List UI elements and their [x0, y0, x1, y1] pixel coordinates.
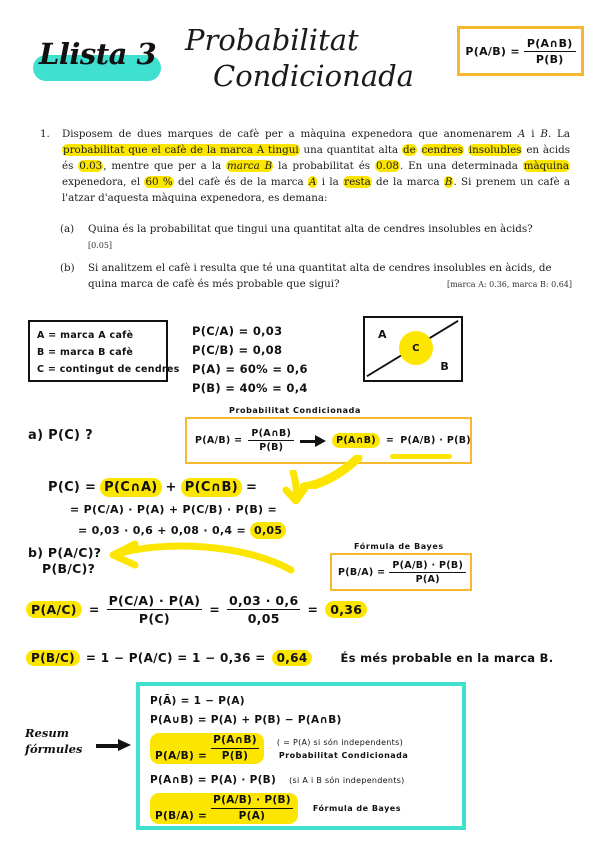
arrow-right-icon — [300, 435, 326, 447]
stmt-highlight-003: 0.03 — [79, 160, 103, 173]
subitem-a-answer: [0.05] — [88, 240, 113, 250]
pac-fraction-1 — [107, 593, 203, 626]
yellow-underline-mark — [390, 454, 452, 459]
pc-eq: = — [245, 480, 258, 495]
pc-line-2: = P(C/A) · P(A) + P(C/B) · P(B) = — [70, 503, 277, 516]
yellow-down-arrow-icon — [280, 470, 316, 504]
cond-denominator: P(B) — [259, 442, 284, 453]
pac-fraction-2 — [227, 593, 300, 626]
subitem-b-text: Si analitzem el cafè i resulta que té una quantitat alta de cendres insolubles en àcids, de quina marca de cafè és més probable que sigui? — [88, 262, 552, 290]
llista-badge — [33, 33, 161, 83]
formula-denominator: P(B) — [535, 52, 564, 66]
cond-result-left: P(A∩B) — [332, 433, 380, 448]
stmt-highlight-marca-b: marca B — [227, 160, 273, 173]
summary-row-union — [150, 714, 452, 727]
stmt-part10: expenedora, el — [62, 176, 145, 189]
summary-independence-note: (si A i B són independents) — [289, 776, 405, 785]
summary-bayes-numerator: P(A/B) · P(B) — [211, 794, 293, 809]
summary-bayes-lhs: P(B/A) = — [155, 810, 208, 822]
section-a-label: a) P(C) ? — [28, 428, 93, 443]
bayes-formula-box-title: Fórmula de Bayes — [354, 542, 444, 551]
summary-bayes-expr — [150, 793, 298, 824]
cond-fraction — [248, 428, 294, 453]
summary-side-label-line2: fórmules — [25, 742, 83, 756]
summary-independence-formula: P(A∩B) = P(A) · P(B) — [150, 774, 277, 786]
pac-fraction-2-numerator: 0,03 · 0,6 — [229, 593, 299, 608]
pbc-lhs: P(B/C) — [26, 650, 80, 666]
pac-eq-3: = — [307, 602, 319, 617]
bayes-lhs: P(B/A) = — [338, 567, 386, 578]
page-title — [185, 22, 485, 94]
stmt-highlight-a2: A — [309, 176, 317, 189]
summary-complement-formula: P(Ā) = 1 − P(A) — [150, 695, 245, 707]
subitem-b-answer: [marca A: 0.36, marca B: 0.64] — [446, 279, 572, 289]
stmt-conj: i — [525, 128, 541, 140]
given-probabilities — [192, 322, 342, 398]
summary-row-complement — [150, 695, 452, 708]
stmt-highlight-b2: B — [444, 176, 453, 189]
pac-lhs: P(A/C) — [26, 601, 82, 618]
venn-label-b: B — [440, 360, 449, 373]
exercise-subitems — [60, 222, 572, 300]
subitem-a — [60, 222, 572, 253]
summary-conditional-fraction — [211, 734, 259, 763]
stmt-highlight-1: probabilitat que el cafè de la marca A tingui — [63, 144, 299, 157]
pbc-conclusion-note: És més probable en la marca B. — [340, 651, 554, 665]
subitem-a-text: Quina és la probabilitat que tingui una quantitat alta de cendres insolubles en àcids? — [88, 223, 533, 235]
summary-conditional-expr — [150, 733, 264, 764]
definition-b: B = marca B cafè — [37, 347, 134, 358]
prob-c-given-b: P(C/B) = 0,08 — [192, 343, 283, 357]
pc-result: 0,05 — [250, 522, 286, 539]
prob-c-given-a: P(C/A) = 0,03 — [192, 324, 283, 338]
pc-lhs: P(C) = — [48, 480, 97, 495]
pc-term-1: P(C∩A) — [100, 478, 161, 497]
definition-a: A = marca A cafè — [37, 330, 134, 341]
bayes-formula-content — [338, 560, 466, 585]
pac-eq-2: = — [209, 602, 220, 617]
stmt-part2: . La — [547, 128, 570, 140]
subitem-b — [60, 261, 572, 292]
summary-conditional-denominator: P(B) — [221, 750, 249, 762]
stmt-part13: de la marca — [371, 176, 444, 189]
exercise-number: 1. — [40, 128, 50, 140]
conditional-probability-box-content — [195, 428, 471, 453]
prob-b: P(B) = 40% = 0,4 — [192, 381, 308, 395]
pc-derivation — [48, 478, 448, 539]
page-title-line2: Condicionada — [213, 59, 414, 93]
partition-diagram — [363, 316, 463, 382]
stmt-highlight-resta: resta — [344, 176, 371, 189]
exercise-statement — [34, 126, 570, 206]
pc-term-2: P(C∩B) — [181, 478, 242, 497]
definitions-box — [28, 320, 180, 382]
pc-plus: + — [165, 480, 177, 495]
pc-line-3 — [78, 522, 448, 539]
stmt-highlight-insolubles: insolubles — [468, 144, 522, 157]
pc-line-3-lhs: = 0,03 · 0,6 + 0,08 · 0,4 = — [78, 524, 246, 537]
subitem-a-body — [88, 222, 572, 253]
summary-conditional-numerator: P(A∩B) — [211, 734, 259, 749]
summary-conditional-caption: Probabilitat Condicionada — [278, 750, 409, 760]
conditional-probability-formula — [465, 37, 575, 66]
summary-row-bayes — [150, 793, 452, 824]
header-formula-box — [457, 26, 584, 76]
cond-numerator: P(A∩B) — [248, 428, 294, 441]
summary-formulas-box — [136, 682, 466, 830]
venn-circle-c: C — [399, 331, 433, 365]
summary-row-independence — [150, 774, 452, 787]
definition-c: C = contingut de cendres — [37, 364, 180, 375]
conditional-probability-box-title: Probabilitat Condicionada — [229, 406, 361, 415]
bayes-denominator: P(A) — [415, 574, 440, 585]
exercise-statement-body — [62, 126, 570, 206]
venn-label-a: A — [378, 328, 387, 341]
cond-result-right: P(A/B) · P(B) — [400, 435, 471, 446]
section-b-label-line2: P(B/C)? — [42, 561, 96, 576]
pac-eq-1: = — [88, 602, 100, 617]
formula-numerator: P(A∩B) — [524, 37, 576, 52]
stmt-highlight-de: de — [403, 144, 416, 157]
stmt-part14: . Si prenem un cafè a l'atzar d'aquesta màquina expenedora, es demana: — [62, 176, 571, 205]
stmt-part1: Disposem de dues marques de cafè per a màquina expenedora que anomenarem — [62, 128, 518, 140]
summary-bayes-fraction — [211, 794, 293, 823]
page-title-line1: Probabilitat — [185, 23, 359, 57]
subitem-b-body — [88, 261, 572, 292]
section-b-label-line1: b) P(A/C)? — [28, 545, 102, 560]
stmt-part6: en àcids és — [62, 144, 570, 173]
stmt-var-b: B — [540, 128, 548, 140]
pc-line-1 — [48, 478, 448, 497]
bayes-fraction — [389, 560, 466, 585]
stmt-var-a: A — [517, 128, 526, 140]
stmt-highlight-008: 0.08 — [376, 160, 399, 173]
stmt-part3: una quantitat alta — [299, 144, 403, 157]
cond-lhs: P(A/B) = — [195, 435, 243, 446]
pac-fraction-1-numerator: P(C/A) · P(A) — [108, 593, 201, 608]
summary-conditional-lhs: P(A/B) = — [155, 750, 208, 762]
pac-result: 0,36 — [325, 601, 367, 618]
summary-union-formula: P(A∪B) = P(A) + P(B) − P(A∩B) — [150, 714, 342, 726]
stmt-highlight-60: 60 % — [145, 176, 173, 189]
stmt-part4 — [417, 144, 421, 156]
formula-fraction — [524, 37, 576, 66]
subitem-a-label: (a) — [60, 223, 75, 235]
stmt-part7: , mentre que per a la — [103, 160, 227, 173]
pbc-result: 0,64 — [272, 650, 313, 666]
stmt-part9: . En una determinada — [399, 160, 523, 173]
stmt-part8: la probabilitat és — [273, 160, 375, 173]
summary-bayes-caption: Fórmula de Bayes — [312, 804, 401, 813]
subitem-b-label: (b) — [60, 262, 75, 274]
section-b-label — [28, 545, 101, 577]
stmt-highlight-maquina: màquina — [523, 160, 569, 173]
prob-a: P(A) = 60% = 0,6 — [192, 362, 308, 376]
pbc-middle: = 1 − P(A/C) = 1 − 0,36 = — [85, 651, 266, 665]
pac-computation — [26, 593, 426, 626]
summary-conditional-note: ( = P(A) si són independents) — [276, 737, 404, 747]
yellow-curved-arrow-icon — [95, 540, 295, 576]
bayes-formula-box — [330, 542, 472, 591]
cond-result-eq: = — [385, 435, 395, 446]
page-header — [0, 0, 600, 112]
formula-lhs: P(A/B) = — [465, 44, 520, 58]
bayes-numerator: P(A/B) · P(B) — [389, 560, 466, 573]
stmt-part12: i la — [317, 176, 344, 189]
stmt-part11: del cafè és de la marca — [173, 176, 308, 189]
pac-fraction-1-denominator: P(C) — [138, 611, 170, 626]
stmt-highlight-cendres: cendres — [421, 144, 463, 157]
summary-side-label-line1: Resum — [25, 726, 69, 740]
summary-side-label — [25, 725, 82, 757]
summary-row-conditional — [150, 733, 452, 764]
pac-fraction-2-denominator: 0,05 — [247, 611, 280, 626]
pbc-computation — [26, 650, 554, 666]
arrow-right-icon-summary — [96, 740, 132, 752]
llista-title: Llista 3 — [39, 37, 157, 71]
summary-bayes-denominator: P(A) — [238, 810, 266, 822]
